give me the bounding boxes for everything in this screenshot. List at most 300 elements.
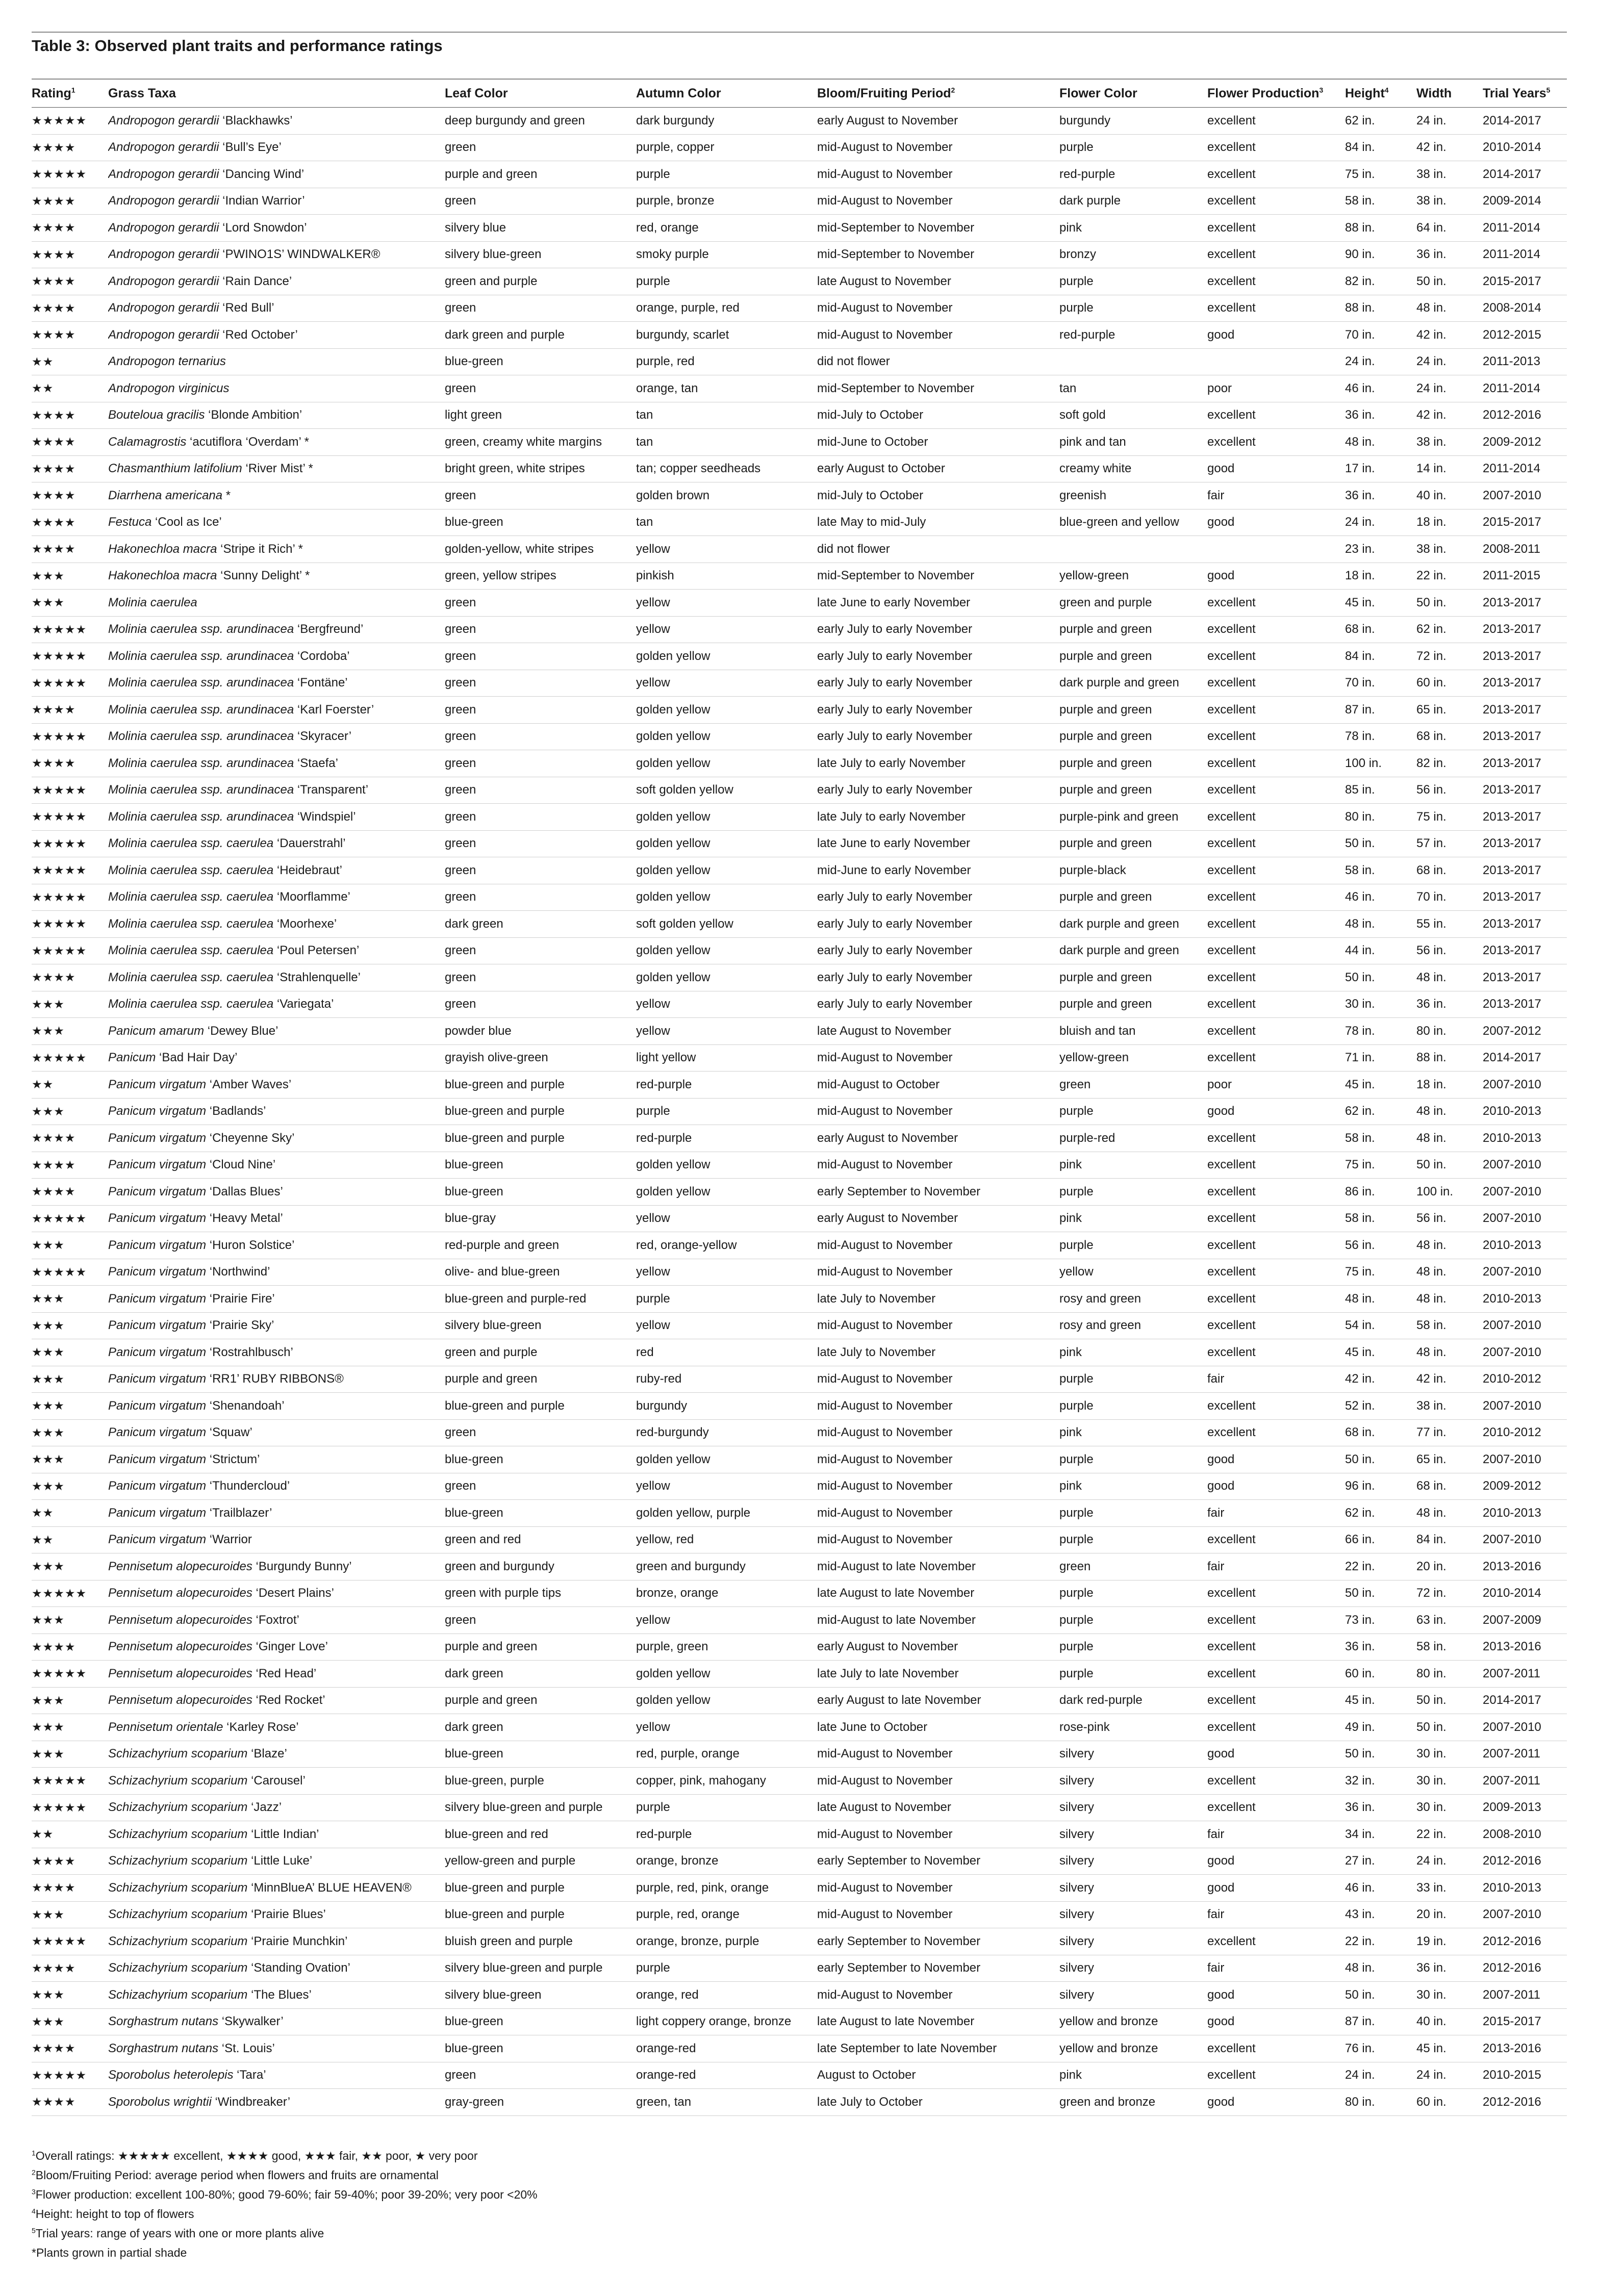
leaf-color-cell: blue-green [445,348,636,375]
table-row [32,1768,1567,1795]
taxa-cell [108,1901,445,1928]
flower-production-cell: fair [1207,1366,1345,1393]
trial-years-cell: 2007-2010 [1483,1259,1567,1286]
table-row [32,1018,1567,1045]
trial-years-cell: 2013-2017 [1483,750,1567,777]
cultivar-name: ‘Little Luke’ [247,1854,313,1868]
footnote [32,2165,538,2185]
taxa-cell [108,509,445,536]
flower-color-cell: purple [1059,268,1207,295]
rating-stars: ★★★ [32,1687,108,1714]
taxa-cell [108,1500,445,1527]
autumn-color-cell: golden yellow [636,1661,817,1688]
bloom-period-cell: late July to November [817,1286,1059,1313]
taxa-cell [108,1848,445,1875]
leaf-color-cell: green [445,750,636,777]
leaf-color-cell: silvery blue [445,215,636,242]
taxa-cell [108,1366,445,1393]
cultivar-name: ‘Red Rocket’ [252,1693,325,1707]
flower-production-cell: good [1207,1875,1345,1902]
species-name: Molinia caerulea ssp. arundinacea [108,809,294,824]
taxa-cell [108,1044,445,1072]
flower-production-cell: excellent [1207,643,1345,670]
taxa-cell [108,1232,445,1259]
taxa-cell [108,804,445,831]
flower-color-cell: yellow and bronze [1059,2008,1207,2035]
cultivar-name: ‘Windbreaker’ [211,2095,291,2109]
trial-years-cell: 2010-2014 [1483,134,1567,161]
flower-production-cell: excellent [1207,1607,1345,1634]
leaf-color-cell: green [445,482,636,509]
height-cell: 48 in. [1345,1955,1416,1982]
height-cell: 46 in. [1345,884,1416,911]
trial-years-cell: 2007-2010 [1483,1339,1567,1366]
leaf-color-cell: green [445,1607,636,1634]
table-row [32,1098,1567,1125]
cultivar-name: ‘Trailblazer’ [206,1506,272,1520]
table-row [32,804,1567,831]
rating-stars: ★★ [32,348,108,375]
height-cell: 36 in. [1345,1634,1416,1661]
table-row [32,1179,1567,1206]
flower-production-cell [1207,348,1345,375]
species-name: Pennisetum alopecuroides [108,1666,252,1680]
width-cell: 82 in. [1416,750,1483,777]
leaf-color-cell: green [445,670,636,697]
bloom-period-cell: mid-August to November [817,1982,1059,2009]
width-cell: 48 in. [1416,1339,1483,1366]
trial-years-cell: 2011-2014 [1483,215,1567,242]
flower-production-cell: excellent [1207,1205,1345,1232]
trial-years-cell: 2013-2017 [1483,723,1567,750]
taxa-cell [108,1072,445,1099]
table-row [32,1526,1567,1553]
leaf-color-cell: green and purple [445,268,636,295]
flower-production-cell: good [1207,455,1345,482]
trial-years-cell: 2013-2017 [1483,697,1567,724]
flower-production-cell: excellent [1207,670,1345,697]
autumn-color-cell: yellow [636,1018,817,1045]
cultivar-name: ‘Heavy Metal’ [206,1211,283,1226]
trial-years-cell: 2010-2015 [1483,2062,1567,2089]
cultivar-name: ‘Dancing Wind’ [219,167,304,181]
cultivar-name: ‘MinnBlueA’ BLUE HEAVEN® [247,1880,412,1895]
width-cell: 14 in. [1416,455,1483,482]
height-cell: 32 in. [1345,1768,1416,1795]
leaf-color-cell: dark green [445,911,636,938]
leaf-color-cell: deep burgundy and green [445,108,636,135]
table-row [32,295,1567,322]
table-row [32,1553,1567,1580]
autumn-color-cell: yellow [636,1473,817,1500]
autumn-color-cell: tan [636,509,817,536]
species-name: Schizachyrium scoparium [108,1800,248,1815]
trial-years-cell: 2015-2017 [1483,509,1567,536]
leaf-color-cell: green [445,375,636,402]
table-row [32,911,1567,938]
height-cell: 71 in. [1345,1044,1416,1072]
flower-color-cell: dark purple and green [1059,911,1207,938]
rating-stars: ★★★★ [32,241,108,268]
table-row [32,268,1567,295]
rating-stars: ★★★★ [32,1848,108,1875]
height-cell: 36 in. [1345,482,1416,509]
taxa-cell [108,536,445,563]
bloom-period-cell: late September to late November [817,2035,1059,2062]
species-name: Molinia caerulea ssp. arundinacea [108,756,294,770]
taxa-cell [108,830,445,857]
cultivar-name: ‘Bull’s Eye’ [219,140,282,155]
taxa-cell [108,1473,445,1500]
species-name: Panicum virgatum [108,1077,207,1091]
cultivar-name: ‘Blackhawks’ [219,113,293,127]
rating-stars: ★★★★ [32,964,108,991]
trial-years-cell: 2013-2017 [1483,991,1567,1018]
leaf-color-cell: blue-green [445,2035,636,2062]
width-cell: 48 in. [1416,1125,1483,1152]
autumn-color-cell: red-purple [636,1821,817,1848]
bloom-period-cell: mid-September to November [817,563,1059,590]
table-row [32,750,1567,777]
cultivar-name: ‘Northwind’ [206,1265,270,1279]
width-cell: 40 in. [1416,482,1483,509]
trial-years-cell: 2009-2014 [1483,188,1567,215]
leaf-color-cell: green and purple [445,1339,636,1366]
autumn-color-cell: golden yellow [636,643,817,670]
height-cell: 45 in. [1345,1072,1416,1099]
footnote-marker: 4 [32,2207,36,2215]
footnote [32,2204,538,2224]
table-row [32,1446,1567,1473]
height-cell: 42 in. [1345,1366,1416,1393]
taxa-cell [108,2089,445,2116]
cultivar-name: ‘Variegata’ [273,997,334,1011]
cultivar-name: ‘River Mist’ * [242,462,313,476]
rating-stars: ★★★★ [32,455,108,482]
taxa-cell [108,563,445,590]
trial-years-cell: 2010-2012 [1483,1419,1567,1446]
flower-production-cell: excellent [1207,295,1345,322]
trial-years-cell: 2013-2016 [1483,2035,1567,2062]
bloom-period-cell: mid-August to November [817,1152,1059,1179]
flower-color-cell: bronzy [1059,241,1207,268]
taxa-cell [108,1526,445,1553]
autumn-color-cell: golden brown [636,482,817,509]
height-cell: 23 in. [1345,536,1416,563]
leaf-color-cell: green with purple tips [445,1580,636,1607]
autumn-color-cell: yellow [636,991,817,1018]
autumn-color-cell: light coppery orange, bronze [636,2008,817,2035]
leaf-color-cell: blue-green and red [445,1821,636,1848]
trial-years-cell: 2014-2017 [1483,161,1567,188]
rating-stars: ★★★★ [32,1152,108,1179]
table-row [32,563,1567,590]
trial-years-cell: 2008-2011 [1483,536,1567,563]
flower-production-cell: excellent [1207,161,1345,188]
bloom-period-cell: late July to early November [817,750,1059,777]
trial-years-cell: 2013-2017 [1483,777,1567,804]
flower-color-cell: green and bronze [1059,2089,1207,2116]
cultivar-name: ‘Indian Warrior’ [219,194,305,208]
autumn-color-cell: red, purple, orange [636,1741,817,1768]
leaf-color-cell: green [445,697,636,724]
flower-color-cell: rose-pink [1059,1714,1207,1741]
bloom-period-cell: late June to October [817,1714,1059,1741]
height-cell: 46 in. [1345,1875,1416,1902]
flower-color-cell: purple and green [1059,643,1207,670]
flower-color-cell: purple [1059,1098,1207,1125]
height-cell: 24 in. [1345,348,1416,375]
footnote-text: *Plants grown in partial shade [32,2246,187,2259]
leaf-color-cell: green [445,723,636,750]
table-row [32,188,1567,215]
height-cell: 18 in. [1345,563,1416,590]
height-cell: 50 in. [1345,1982,1416,2009]
trial-years-cell: 2009-2013 [1483,1794,1567,1821]
leaf-color-cell: green [445,830,636,857]
width-cell: 77 in. [1416,1419,1483,1446]
autumn-color-cell: golden yellow [636,884,817,911]
flower-color-cell: purple and green [1059,991,1207,1018]
flower-production-cell: excellent [1207,1768,1345,1795]
taxa-cell [108,1928,445,1955]
species-name: Molinia caerulea ssp. caerulea [108,970,274,984]
trial-years-cell: 2013-2017 [1483,964,1567,991]
autumn-color-cell: soft golden yellow [636,911,817,938]
leaf-color-cell: blue-green and purple [445,1901,636,1928]
rating-stars: ★★★ [32,1339,108,1366]
rating-stars: ★★★★ [32,134,108,161]
cultivar-name: ‘Rain Dance’ [219,274,292,288]
width-cell: 75 in. [1416,804,1483,831]
rating-stars: ★★★ [32,563,108,590]
leaf-color-cell: powder blue [445,1018,636,1045]
bloom-period-cell: mid-August to November [817,1526,1059,1553]
footnote [32,2224,538,2243]
rating-stars: ★★★ [32,1286,108,1313]
taxa-cell [108,375,445,402]
rating-stars: ★★★ [32,1741,108,1768]
height-cell: 87 in. [1345,697,1416,724]
width-cell: 30 in. [1416,1982,1483,2009]
autumn-color-cell: golden yellow [636,1687,817,1714]
footnotes [32,2146,538,2262]
leaf-color-cell: purple and green [445,1634,636,1661]
flower-color-cell: purple and green [1059,616,1207,643]
height-cell: 36 in. [1345,402,1416,429]
trial-years-cell: 2013-2017 [1483,616,1567,643]
height-cell: 58 in. [1345,1205,1416,1232]
flower-color-cell: silvery [1059,1982,1207,2009]
species-name: Molinia caerulea ssp. arundinacea [108,649,294,663]
autumn-color-cell: orange, bronze [636,1848,817,1875]
leaf-color-cell: yellow-green and purple [445,1848,636,1875]
taxa-cell [108,455,445,482]
trial-years-cell: 2012-2015 [1483,322,1567,349]
taxa-cell [108,348,445,375]
species-name: Panicum virgatum [108,1452,207,1466]
flower-color-cell: purple-pink and green [1059,804,1207,831]
height-cell: 88 in. [1345,215,1416,242]
rating-stars: ★★★★★ [32,1928,108,1955]
cultivar-name: ‘Thundercloud’ [206,1479,290,1493]
autumn-color-cell: light yellow [636,1044,817,1072]
cultivar-name: ‘RR1’ RUBY RIBBONS® [206,1372,344,1386]
species-name: Molinia caerulea ssp. caerulea [108,916,274,931]
autumn-color-cell: tan; copper seedheads [636,455,817,482]
bloom-period-cell: late August to November [817,1794,1059,1821]
bloom-period-cell: early July to early November [817,616,1059,643]
rating-stars: ★★★★ [32,2035,108,2062]
cultivar-name: ‘Foxtrot’ [252,1613,299,1627]
table-row [32,429,1567,456]
height-cell: 73 in. [1345,1607,1416,1634]
height-cell: 78 in. [1345,1018,1416,1045]
trial-years-cell: 2007-2010 [1483,1179,1567,1206]
flower-production-cell: excellent [1207,1687,1345,1714]
autumn-color-cell: yellow [636,1714,817,1741]
bloom-period-cell: mid-July to October [817,482,1059,509]
table-row [32,509,1567,536]
table-row [32,215,1567,242]
flower-color-cell: silvery [1059,1901,1207,1928]
flower-color-cell: blue-green and yellow [1059,509,1207,536]
table-row [32,884,1567,911]
width-cell: 80 in. [1416,1661,1483,1688]
autumn-color-cell: purple [636,268,817,295]
height-cell: 30 in. [1345,991,1416,1018]
bloom-period-cell: early July to early November [817,670,1059,697]
species-name: Andropogon ternarius [108,354,226,369]
species-name: Panicum virgatum [108,1533,207,1547]
trial-years-cell: 2007-2010 [1483,1205,1567,1232]
bloom-period-cell: mid-August to November [817,188,1059,215]
flower-color-cell: purple and green [1059,830,1207,857]
trial-years-cell: 2013-2017 [1483,857,1567,884]
flower-production-cell: excellent [1207,1634,1345,1661]
table-row [32,1794,1567,1821]
leaf-color-cell: green [445,2062,636,2089]
taxa-cell [108,1661,445,1688]
flower-color-cell: purple and green [1059,723,1207,750]
table-row [32,108,1567,135]
species-name: Hakonechloa macra [108,542,217,556]
flower-color-cell: purple [1059,1607,1207,1634]
taxa-cell [108,482,445,509]
leaf-color-cell: green [445,857,636,884]
height-cell: 75 in. [1345,1152,1416,1179]
table-row [32,1473,1567,1500]
flower-production-cell: excellent [1207,241,1345,268]
autumn-color-cell: dark burgundy [636,108,817,135]
height-cell: 86 in. [1345,1179,1416,1206]
leaf-color-cell: green [445,964,636,991]
cultivar-name: ‘Fontäne’ [294,676,348,690]
rating-stars: ★★★★★ [32,937,108,964]
rating-stars: ★★★★★ [32,643,108,670]
rating-stars: ★★★★★ [32,1259,108,1286]
rating-stars: ★★★★★ [32,911,108,938]
table-row [32,1232,1567,1259]
height-cell: 96 in. [1345,1473,1416,1500]
bloom-period-cell: early July to early November [817,697,1059,724]
cultivar-name: ‘Little Indian’ [247,1827,319,1841]
width-cell: 80 in. [1416,1018,1483,1045]
trial-years-cell: 2010-2013 [1483,1125,1567,1152]
species-name: Pennisetum alopecuroides [108,1559,252,1573]
cultivar-name: ‘Skyracer’ [294,729,352,744]
autumn-color-cell: purple [636,1955,817,1982]
leaf-color-cell: green [445,295,636,322]
bloom-period-cell: mid-August to November [817,1312,1059,1339]
bloom-period-cell: mid-August to November [817,1768,1059,1795]
bloom-period-cell: mid-August to November [817,1044,1059,1072]
height-cell: 58 in. [1345,1125,1416,1152]
trial-years-cell: 2011-2013 [1483,348,1567,375]
height-cell: 43 in. [1345,1901,1416,1928]
rating-stars: ★★ [32,1526,108,1553]
autumn-color-cell: yellow [636,1607,817,1634]
footnote-marker: 3 [32,2187,36,2196]
width-cell: 50 in. [1416,1714,1483,1741]
bloom-period-cell: early August to October [817,455,1059,482]
table-row [32,536,1567,563]
flower-production-cell: fair [1207,1901,1345,1928]
rating-stars: ★★★★★ [32,1205,108,1232]
width-cell: 24 in. [1416,2062,1483,2089]
bloom-period-cell: August to October [817,2062,1059,2089]
species-name: Andropogon gerardii [108,167,219,181]
width-cell: 30 in. [1416,1794,1483,1821]
rating-stars: ★★★ [32,1419,108,1446]
species-name: Pennisetum alopecuroides [108,1586,252,1600]
flower-color-cell: creamy white [1059,455,1207,482]
taxa-cell [108,964,445,991]
table-row [32,723,1567,750]
species-name: Schizachyrium scoparium [108,1987,248,2002]
cultivar-name: ‘Strahlenquelle’ [273,970,361,984]
species-name: Schizachyrium scoparium [108,1934,248,1948]
flower-production-cell: excellent [1207,2035,1345,2062]
width-cell: 38 in. [1416,1393,1483,1420]
flower-production-cell: excellent [1207,723,1345,750]
trial-years-cell: 2007-2010 [1483,482,1567,509]
width-cell: 19 in. [1416,1928,1483,1955]
trial-years-cell: 2007-2011 [1483,1741,1567,1768]
height-cell: 50 in. [1345,1580,1416,1607]
species-name: Schizachyrium scoparium [108,1961,248,1975]
taxa-cell [108,590,445,617]
flower-color-cell: yellow-green [1059,563,1207,590]
autumn-color-cell: golden yellow [636,750,817,777]
flower-production-cell: excellent [1207,188,1345,215]
autumn-color-cell: orange, purple, red [636,295,817,322]
flower-production-cell: good [1207,1982,1345,2009]
autumn-color-cell: yellow [636,536,817,563]
table-row [32,857,1567,884]
flower-production-cell: excellent [1207,697,1345,724]
bloom-period-cell: late July to October [817,2089,1059,2116]
species-name: Andropogon gerardii [108,247,219,262]
autumn-color-cell: pinkish [636,563,817,590]
bloom-period-cell: late August to late November [817,1580,1059,1607]
flower-color-cell: purple and green [1059,750,1207,777]
rating-stars: ★★ [32,1821,108,1848]
width-cell: 38 in. [1416,188,1483,215]
cultivar-name: ‘Cheyenne Sky’ [206,1131,295,1145]
flower-color-cell: green [1059,1553,1207,1580]
autumn-color-cell: burgundy, scarlet [636,322,817,349]
